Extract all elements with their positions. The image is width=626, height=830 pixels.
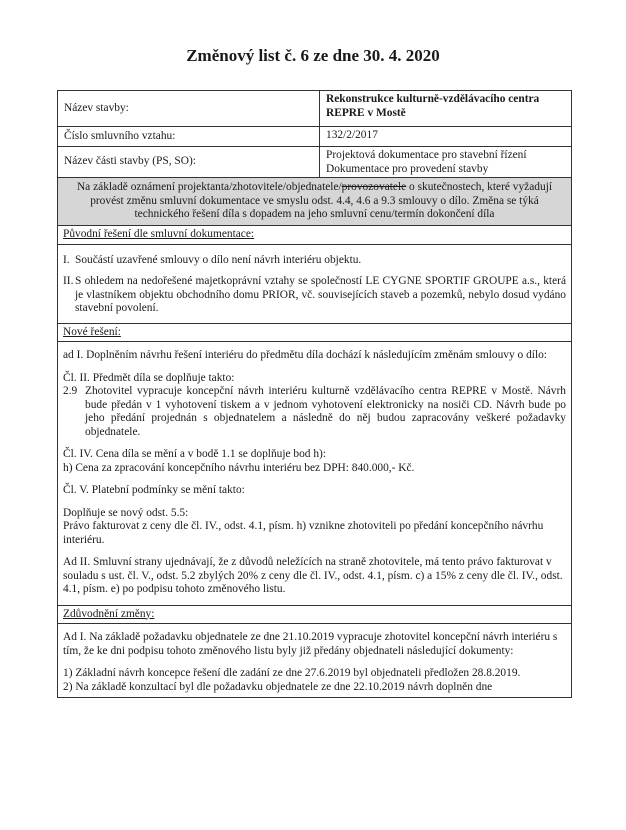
contract-number-value: 132/2/2017 xyxy=(326,129,378,141)
project-name-value: Rekonstrukce kulturně-vzdělávacího centra REPRE v Mostě xyxy=(326,93,540,119)
row-construction-part xyxy=(58,147,571,178)
page-title: Změnový list č. 6 ze dne 30. 4. 2020 xyxy=(186,46,440,65)
notice-struck-word: provozovatele xyxy=(341,181,407,193)
article-2-number: 2.9 xyxy=(63,385,78,397)
article-5-subheading: Doplňuje se nový odst. 5.5: xyxy=(63,506,189,519)
justification-section xyxy=(58,624,571,697)
construction-part-value xyxy=(320,147,571,177)
original-item-1-text: Součástí uzavřené smlouvy o dílo není návrh interiéru objektu. xyxy=(75,253,362,266)
contract-number-label: Číslo smluvního vztahu: xyxy=(58,127,320,146)
original-item-1-number: I. xyxy=(63,253,70,266)
justification-point-2: 2) Na základě konzultací byl dle požadavku objednatele ze dne 22.10.2019 návrh doplněn dne xyxy=(63,680,493,693)
ad-2-text: Ad II. Smluvní strany ujednávají, že z důvodů neležících na straně zhotovitele, má tento právo fakturovat v souladu s ust. čl. V., odst. 5.2 zbylých 20% z ceny dle čl. IV., odst. 4.1, písm. c) a 15% z ceny dle čl. IV., odst. 4.1, písm. e) po podpisu tohoto změnového listu. xyxy=(63,556,563,595)
new-solution-heading: Nové řešení: xyxy=(58,324,571,343)
notice-text-end: o skutečnostech, které vyžadují provést změnu smluvní dokumentace ve smyslu odst. 4.4, 4.6 a 9.3 smlouvy o dílo. Změna se týká technického řešení díla s dopadem na jeho smluvní cenu/termín dokončení díla xyxy=(90,181,553,220)
construction-part-line-1: Projektová dokumentace pro stavební řízení xyxy=(326,149,527,161)
new-solution-intro: ad I. Doplněním návrhu řešení interiéru do předmětu díla dochází k následujícím změnám smlouvy o dílo: xyxy=(63,349,547,361)
justification-intro: Ad I. Na základě požadavku objednatele ze dne 21.10.2019 vypracuje zhotovitel koncepční návrh interiéru s tím, že ke dni podpisu tohoto změnového listu byly již předány objednateli následující dokumenty: xyxy=(63,631,558,657)
construction-part-label: Název části stavby (PS, SO): xyxy=(58,147,320,177)
original-item-2 xyxy=(63,275,566,316)
article-5-heading: Čl. V. Platební podmínky se mění takto: xyxy=(63,484,245,496)
project-name-label: Název stavby: xyxy=(58,91,320,126)
original-solution-section xyxy=(58,245,571,324)
original-item-2-number: II. xyxy=(63,275,74,287)
article-2-clause xyxy=(63,385,566,439)
notice-text-start: Na základě oznámení projektanta/zhotovitele/objednatele/ xyxy=(76,181,342,193)
row-contract-number xyxy=(58,127,571,147)
change-sheet xyxy=(57,90,572,698)
article-5-text: Právo fakturovat z ceny dle čl. IV., odst. 4.1, písm. h) vznikne zhotoviteli po předání koncepčního návrhu interiéru. xyxy=(63,520,544,546)
article-2-heading: Čl. II. Předmět díla se doplňuje takto: xyxy=(63,371,235,384)
new-solution-section xyxy=(58,342,571,606)
original-solution-heading: Původní řešení dle smluvní dokumentace: xyxy=(58,226,571,245)
justification-heading: Zdůvodnění změny: xyxy=(58,606,571,625)
article-4-heading: Čl. IV. Cena díla se mění a v bodě 1.1 se doplňuje bod h): xyxy=(63,448,326,460)
row-project-name xyxy=(58,91,571,127)
original-item-1 xyxy=(63,254,566,268)
article-2-text: Zhotovitel vypracuje koncepční návrh interiéru kulturně vzdělávacího centra REPRE v Mostě. Návrh bude předán v 1 vyhotovení tiskem a v jednom vyhotovení elektronicky na nosiči CD. Návrh bude po jeho předání projednán s objednatelem a následně do něj budou zapracovány veškeré požadavky objednatele. xyxy=(85,385,566,438)
justification-point-1: 1) Základní návrh koncepce řešení dle zadání ze dne 27.6.2019 byl objednateli předložen 28.8.2019. xyxy=(63,667,521,679)
construction-part-line-2: Dokumentace pro provedení stavby xyxy=(326,162,489,175)
change-notice xyxy=(58,178,571,226)
article-4-text: h) Cena za zpracování koncepčního návrhu interiéru bez DPH: 840.000,- Kč. xyxy=(63,461,415,474)
original-item-2-text: S ohledem na nedořešené majetkoprávní vztahy se společností LE CYGNE SPORTIF GROUPE a.s., která je vlastníkem objektu obchodního domu PRIOR, vč. souvisejících staveb a pozemků, nebylo dosud vydáno stavební povolení. xyxy=(75,275,566,314)
